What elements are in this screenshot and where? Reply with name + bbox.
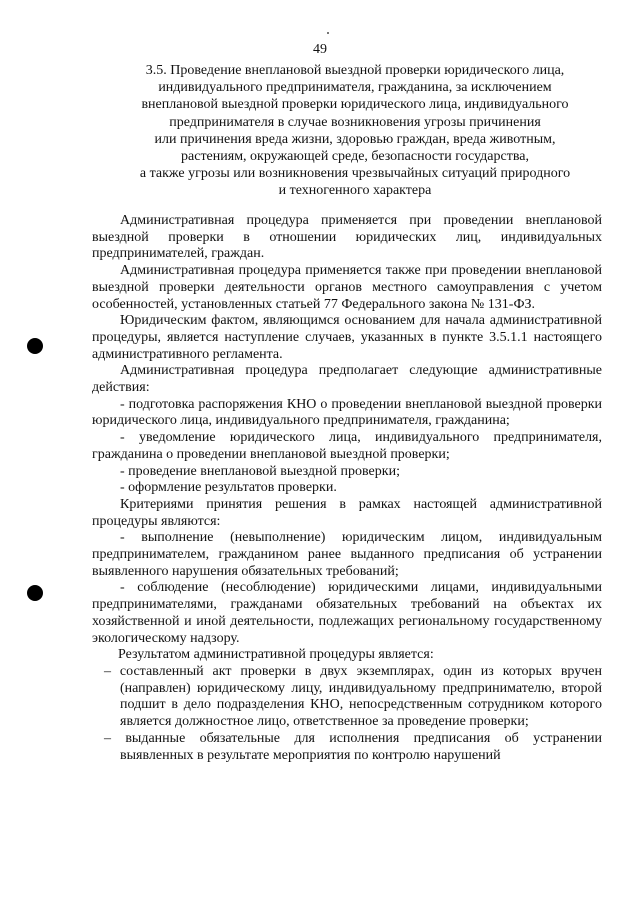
section-heading bbox=[120, 62, 590, 200]
body-text bbox=[92, 213, 602, 764]
page-number: 49 bbox=[313, 42, 327, 57]
heading-line: предпринимателя в случае возникновения угрозы причинения bbox=[169, 114, 541, 130]
heading-line: а также угрозы или возникновения чрезвычайных ситуаций природного bbox=[139, 166, 571, 182]
punch-hole bbox=[27, 338, 43, 354]
punch-hole bbox=[27, 585, 43, 601]
heading-line: 3.5. Проведение внеплановой выездной проверки юридического лица, bbox=[145, 63, 565, 78]
list-item: - проведение внеплановой выездной проверки; bbox=[120, 463, 400, 479]
paragraph: Административная процедура применяется также при проведении внеплановой выездной проверки деятельности органов местного самоуправления с учетом особенностей, установленных статьей 77 Федерального закона № 131-ФЗ. bbox=[92, 263, 602, 312]
paragraph: Результатом административной процедуры является: bbox=[118, 647, 434, 663]
list-item: - подготовка распоряжения КНО о проведении внеплановой выездной проверки юридического лица, индивидуального предпринимателя, гражданина; bbox=[92, 396, 602, 429]
paragraph: Административная процедура применяется при проведении внеплановой выездной проверки в отношении юридических лиц, индивидуальных предпринимателей, граждан. bbox=[92, 213, 602, 262]
heading-line: или причинения вреда жизни, здоровью граждан, вреда животным, bbox=[154, 131, 556, 147]
paragraph: Административная процедура предполагает следующие административные действия: bbox=[92, 363, 602, 396]
heading-line: индивидуального предпринимателя, гражданина, за исключением bbox=[158, 80, 552, 96]
paragraph: Юридическим фактом, являющимся основанием для начала административной процедуры, является наступление случаев, указанных в пункте 3.5.1.1 настоящего административного регламента. bbox=[92, 313, 602, 362]
list-item: - уведомление юридического лица, индивидуального предпринимателя, гражданина о проведении внеплановой выездной проверки; bbox=[92, 430, 602, 462]
list-item: - оформление результатов проверки. bbox=[120, 480, 337, 496]
list-item: - выполнение (невыполнение) юридическим лицом, индивидуальным предпринимателем, гражданином ранее выданного предписания об устранении выявленного нарушения обязательных требований; bbox=[92, 530, 602, 579]
list-item: - соблюдение (несоблюдение) юридическими лицами, индивидуальными предпринимателями, гражданами обязательных требований на объектах их хозяйственной и иной деятельности, подлежащих региональному государственному экологическому надзору. bbox=[92, 580, 602, 646]
list-item: – составленный акт проверки в двух экземплярах, один из которых вручен (направлен) юридическому лицу, индивидуальному предпринимателю, второй подшит в дело подразделения КНО, непосредственным сотрудником которого является должностное лицо, ответственное за проведение проверки; bbox=[104, 663, 602, 730]
heading-line: внеплановой выездной проверки юридического лица, индивидуального bbox=[141, 97, 569, 113]
paragraph: Критериями принятия решения в рамках настоящей административной процедуры являются: bbox=[92, 496, 602, 529]
heading-line: растениям, окружающей среде, безопасности государства, bbox=[181, 149, 529, 165]
list-item: – выданные обязательные для исполнения предписания об устранении выявленных в результате мероприятия по контролю нарушений bbox=[104, 730, 602, 763]
heading-line: и техногенного характера bbox=[278, 183, 432, 199]
scan-speck bbox=[327, 32, 329, 34]
